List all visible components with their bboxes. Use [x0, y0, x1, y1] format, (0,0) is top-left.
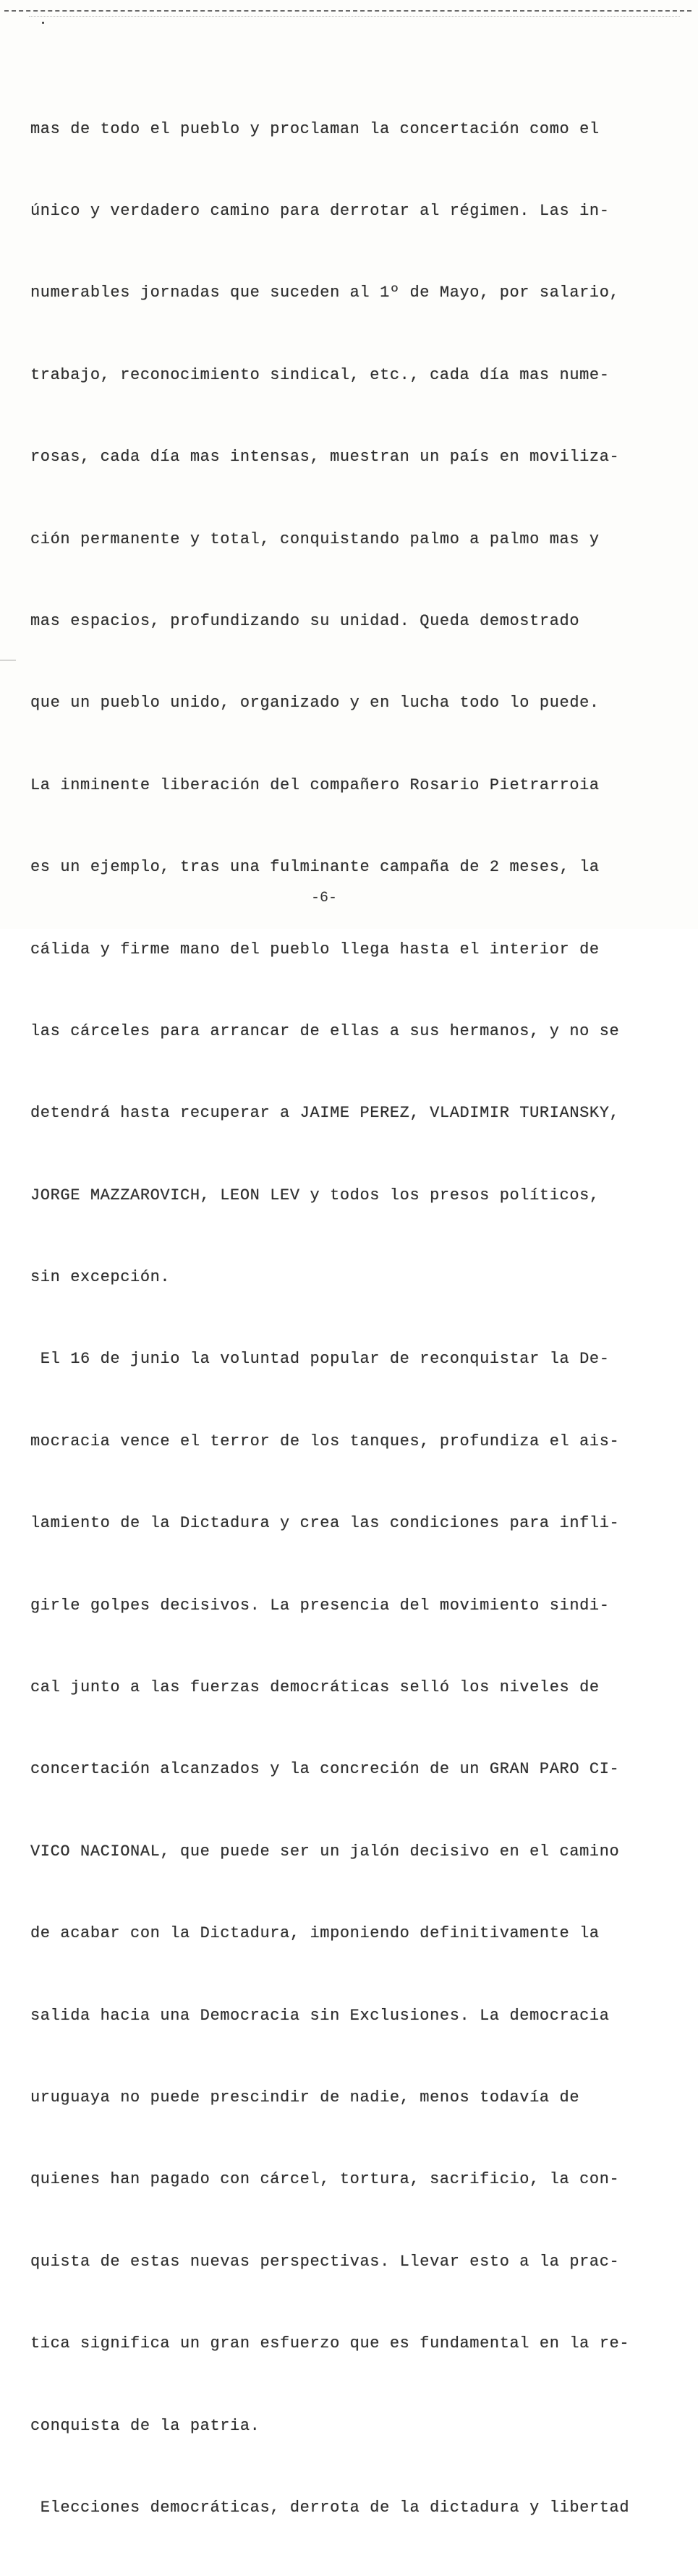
text-line: mas de todo el pueblo y proclaman la concertación como el: [30, 119, 600, 138]
text-line: único y verdadero camino para derrotar al régimen. Las in-: [30, 201, 610, 220]
text-line: sin excepción.: [30, 1268, 171, 1287]
top-border-rule: [4, 10, 691, 12]
text-line: rosas, cada día mas intensas, muestran un país en moviliza-: [30, 448, 620, 467]
text-line: quienes han pagado con cárcel, tortura, sacrificio, la con-: [30, 2170, 620, 2189]
text-line: ción permanente y total, conquistando palmo a palmo mas y: [30, 530, 600, 548]
text-line: JORGE MAZZAROVICH, LEON LEV y todos los presos políticos,: [30, 1186, 600, 1204]
text-line: las cárceles para arrancar de ellas a sus hermanos, y no se: [30, 1021, 620, 1040]
text-line: girle golpes decisivos. La presencia del movimiento sindi-: [30, 1596, 610, 1615]
text-line: Elecciones democráticas, derrota de la dictadura y libertad: [30, 2498, 630, 2517]
text-line: concertación alcanzados y la concreción de un GRAN PARO CI-: [30, 1760, 620, 1779]
margin-dot: [42, 22, 44, 24]
top-border-rule-secondary: [29, 16, 680, 17]
text-line: que un pueblo unido, organizado y en lucha todo lo puede.: [30, 694, 600, 713]
text-line: cal junto a las fuerzas democráticas selló los niveles de: [30, 1678, 600, 1697]
text-line: El 16 de junio la voluntad popular de reconquistar la De-: [30, 1350, 610, 1369]
text-line: mocracia vence el terror de los tanques, profundiza el ais-: [30, 1432, 620, 1450]
text-line: es un ejemplo, tras una fulminante campaña de 2 meses, la: [30, 858, 600, 877]
text-line: numerables jornadas que suceden al 1º de Mayo, por salario,: [30, 284, 620, 302]
text-line: trabajo, reconocimiento sindical, etc., cada día mas nume-: [30, 365, 610, 384]
text-line: de acabar con la Dictadura, imponiendo definitivamente la: [30, 1924, 600, 1943]
text-line: uruguaya no puede prescindir de nadie, menos todavía de: [30, 2088, 580, 2107]
text-line: VICO NACIONAL, que puede ser un jalón decisivo en el camino: [30, 1842, 620, 1861]
typed-body-text: [30, 61, 645, 2576]
text-line: quista de estas nuevas perspectivas. Llevar esto a la prac-: [30, 2252, 620, 2271]
text-line: La inminente liberación del compañero Rosario Pietrarroia: [30, 775, 600, 794]
text-line: tica significa un gran esfuerzo que es fundamental en la re-: [30, 2334, 630, 2353]
page-number: -6-: [311, 890, 338, 906]
text-line: salida hacia una Democracia sin Exclusiones. La democracia: [30, 2006, 610, 2025]
text-line: detendrá hasta recuperar a JAIME PEREZ, VLADIMIR TURIANSKY,: [30, 1104, 620, 1123]
text-line: conquista de la patria.: [30, 2416, 260, 2435]
text-line: cálida y firme mano del pueblo llega hasta el interior de: [30, 940, 600, 958]
text-line: mas espacios, profundizando su unidad. Queda demostrado: [30, 611, 580, 630]
text-line: lamiento de la Dictadura y crea las condiciones para infli-: [30, 1514, 620, 1533]
